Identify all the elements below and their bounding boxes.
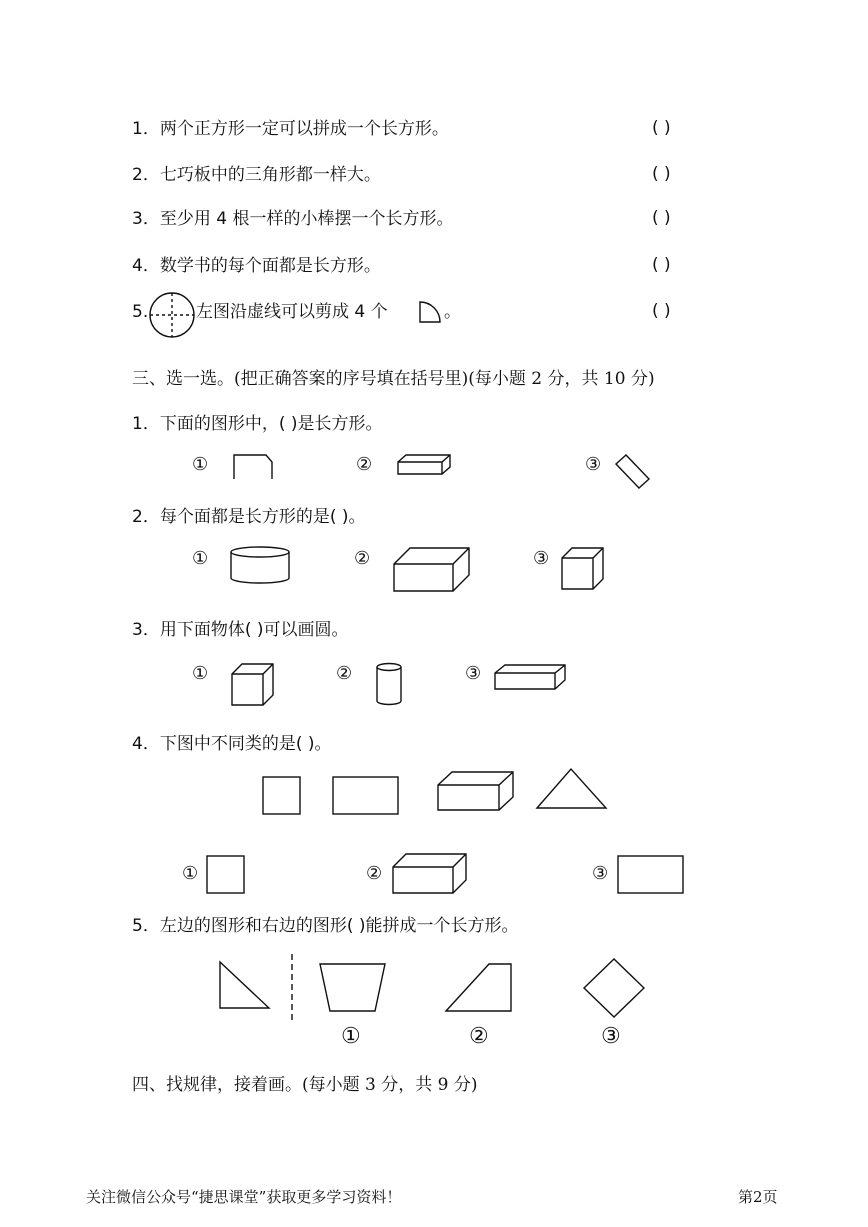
- item-number: 4．: [132, 256, 160, 276]
- option-marker-2: ②: [469, 1024, 489, 1049]
- question-5: 5．左边的图形和右边的图形( )能拼成一个长方形。: [132, 916, 519, 936]
- flat-cuboid-shape: [493, 663, 569, 693]
- option-marker-2: ②: [336, 663, 353, 684]
- right-trapezoid-shape: [444, 962, 514, 1014]
- item-text: 至少用 4 根一样的小棒摆一个长方形。: [159, 209, 454, 229]
- circle-with-dashed-cross-figure: [148, 291, 196, 339]
- option-marker-3: ③: [601, 1024, 621, 1049]
- answer-paren-2[interactable]: ( ): [652, 164, 671, 184]
- question-3: 3．用下面物体( )可以画圆。: [132, 620, 349, 640]
- answer-paren-1[interactable]: ( ): [652, 118, 671, 138]
- option-marker-2: ②: [356, 454, 373, 475]
- answer-paren-4[interactable]: ( ): [652, 255, 671, 275]
- item-number: 2．: [132, 165, 160, 185]
- section-4-title: 四、找规律，接着画。(每小题 3 分，共 9 分): [132, 1075, 478, 1095]
- question-4: 4．下图中不同类的是( )。: [132, 734, 332, 754]
- judge-item-5-number: 5.: [132, 302, 149, 322]
- option-marker-3: ③: [465, 663, 482, 684]
- tilted-rectangle-shape: [613, 452, 653, 492]
- judge-item-1: [132, 118, 449, 140]
- quarter-circle-icon: [418, 300, 444, 324]
- section-3-title: 三、选一选。(把正确答案的序号填在括号里)(每小题 2 分，共 10 分): [132, 369, 655, 389]
- trapezoid-shape: [318, 962, 388, 1014]
- option-marker-1: ①: [192, 663, 209, 684]
- item-text: 七巧板中的三角形都一样大。: [159, 165, 381, 185]
- rectangle-shape: [616, 854, 686, 896]
- square-shape: [205, 854, 247, 896]
- triangle-shape: [535, 767, 609, 811]
- cuboid-shape: [436, 770, 516, 814]
- option-marker-2: ②: [366, 863, 383, 884]
- option-marker-1: ①: [192, 454, 209, 475]
- option-marker-3: ③: [533, 548, 550, 569]
- rectangle-shape: [331, 775, 401, 817]
- flat-cuboid-shape: [396, 453, 454, 477]
- answer-paren-5[interactable]: ( ): [652, 301, 671, 321]
- option-marker-3: ③: [585, 454, 602, 475]
- judge-item-5-text: 左图沿虚线可以剪成 4 个: [196, 302, 388, 322]
- item-number: 3．: [132, 209, 160, 229]
- question-2: 2．每个面都是长方形的是( )。: [132, 507, 366, 527]
- option-marker-1: ①: [182, 863, 199, 884]
- square-shape: [261, 775, 303, 817]
- upright-cylinder-shape: [374, 662, 404, 708]
- cylinder-shape: [229, 545, 291, 587]
- right-triangle-shape: [218, 960, 272, 1010]
- judge-item-3: [132, 208, 453, 230]
- judge-item-2: [132, 164, 381, 186]
- diamond-shape: [582, 957, 646, 1019]
- cube-shape: [560, 546, 606, 592]
- option-marker-2: ②: [354, 548, 371, 569]
- option-marker-1: ①: [192, 548, 209, 569]
- judge-item-4: [132, 255, 381, 277]
- dashed-divider: [290, 952, 294, 1026]
- cuboid-shape: [392, 546, 472, 594]
- item-text: 数学书的每个面都是长方形。: [159, 256, 381, 276]
- item-number: 1．: [132, 119, 160, 139]
- judge-item-5-tail: 。: [444, 302, 461, 322]
- item-text: 两个正方形一定可以拼成一个长方形。: [159, 119, 449, 139]
- question-1: 1．下面的图形中，( )是长方形。: [132, 414, 383, 434]
- option-marker-3: ③: [592, 863, 609, 884]
- cuboid-shape: [391, 852, 469, 896]
- option-marker-1: ①: [341, 1024, 361, 1049]
- answer-paren-3[interactable]: ( ): [652, 208, 671, 228]
- open-rectangle-shape: [232, 452, 276, 480]
- cube-shape: [230, 662, 276, 708]
- page-number: 第2页: [738, 1188, 778, 1206]
- footer-promo-text: 关注微信公众号“捷思课堂”获取更多学习资料！: [86, 1188, 402, 1206]
